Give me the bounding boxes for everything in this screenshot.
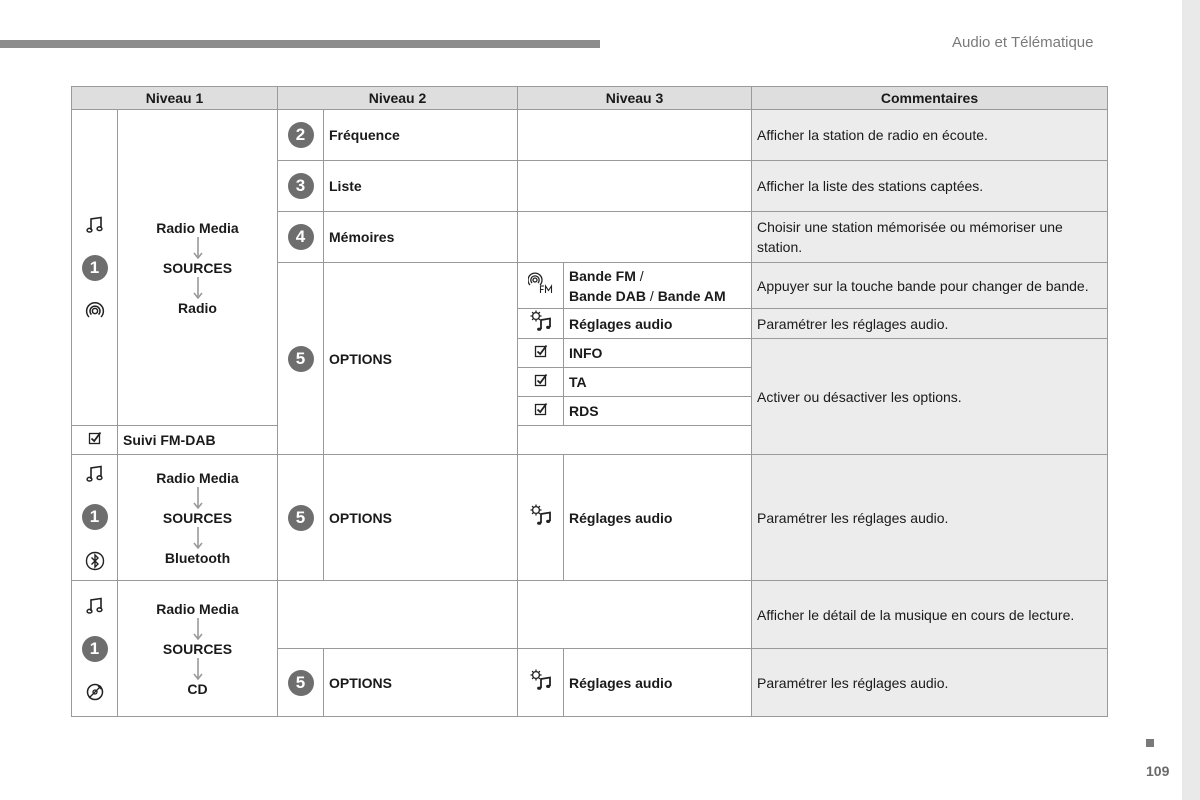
audio-settings-comment: Paramétrer les réglages audio. bbox=[752, 309, 1108, 339]
cd-detail-comment: Afficher le détail de la musique en cours de lecture. bbox=[752, 581, 1108, 649]
band-separator: / bbox=[635, 267, 644, 284]
bt-audio-cell bbox=[518, 455, 564, 581]
band-comment: Appuyer sur la touche bande pour changer de bande. bbox=[752, 263, 1108, 309]
menu-sources: SOURCES bbox=[162, 509, 233, 526]
option-rds: RDS bbox=[564, 397, 752, 426]
arrow-down-icon bbox=[193, 658, 203, 680]
arrow-down-icon bbox=[193, 277, 203, 299]
audio-settings-label: Réglages audio bbox=[564, 309, 752, 339]
options-label: OPTIONS bbox=[324, 263, 518, 455]
arrow-down-icon bbox=[193, 618, 203, 640]
step-badge: 5 bbox=[288, 346, 314, 372]
radio-level1-icons bbox=[72, 110, 118, 426]
checkbox-checked-icon bbox=[534, 344, 548, 358]
menu-table bbox=[71, 86, 1108, 717]
memoires-comment: Choisir une station mémorisée ou mémoriser une station. bbox=[752, 212, 1108, 263]
option-suivi-fm-dab: Suivi FM-DAB bbox=[118, 426, 278, 455]
checkbox-checked-icon bbox=[534, 402, 548, 416]
cd-level1-path bbox=[118, 581, 278, 717]
bluetooth-level1-path bbox=[118, 455, 278, 581]
frequence-comment: Afficher la station de radio en écoute. bbox=[752, 110, 1108, 161]
column-header-niveau-3: Niveau 3 bbox=[518, 87, 752, 110]
band-label bbox=[564, 263, 752, 309]
liste-label: Liste bbox=[324, 161, 518, 212]
header-rule bbox=[0, 40, 600, 48]
cd-options-number bbox=[278, 649, 324, 717]
step-badge: 4 bbox=[288, 224, 314, 250]
frequence-level3-empty bbox=[518, 110, 752, 161]
memoires-label: Mémoires bbox=[324, 212, 518, 263]
audio-settings-icon bbox=[529, 309, 553, 333]
band-am-label: Bande AM bbox=[657, 287, 726, 304]
menu-sources: SOURCES bbox=[162, 259, 233, 276]
checkbox-checked-icon bbox=[534, 373, 548, 387]
frequence-number bbox=[278, 110, 324, 161]
menu-bluetooth: Bluetooth bbox=[164, 549, 231, 566]
bt-options-number bbox=[278, 455, 324, 581]
bt-options-label: OPTIONS bbox=[324, 455, 518, 581]
band-fm-label: Bande FM bbox=[569, 267, 636, 284]
step-badge: 2 bbox=[288, 122, 314, 148]
page-marker bbox=[1146, 739, 1154, 747]
cd-audio-comment: Paramétrer les réglages audio. bbox=[752, 649, 1108, 717]
column-header-niveau-1: Niveau 1 bbox=[72, 87, 278, 110]
cd-level3-empty bbox=[518, 581, 752, 649]
music-note-icon bbox=[85, 596, 105, 616]
cd-icon bbox=[85, 682, 105, 702]
check-cell bbox=[518, 397, 564, 426]
option-ta: TA bbox=[564, 368, 752, 397]
music-note-icon bbox=[85, 464, 105, 484]
step-badge: 5 bbox=[288, 670, 314, 696]
column-header-niveau-2: Niveau 2 bbox=[278, 87, 518, 110]
cd-level2-empty bbox=[278, 581, 518, 649]
fm-band-icon bbox=[528, 271, 554, 295]
menu-sources: SOURCES bbox=[162, 640, 233, 657]
cd-audio-cell bbox=[518, 649, 564, 717]
menu-radio-media: Radio Media bbox=[156, 600, 239, 617]
step-badge: 3 bbox=[288, 173, 314, 199]
arrow-down-icon bbox=[193, 237, 203, 259]
check-cell bbox=[518, 368, 564, 397]
music-note-icon bbox=[85, 215, 105, 235]
radio-level1-path bbox=[118, 110, 278, 426]
liste-number bbox=[278, 161, 324, 212]
arrow-down-icon bbox=[193, 527, 203, 549]
menu-cd: CD bbox=[187, 680, 208, 697]
fm-band-cell bbox=[518, 263, 564, 309]
column-header-commentaires: Commentaires bbox=[752, 87, 1108, 110]
memoires-number bbox=[278, 212, 324, 263]
arrow-down-icon bbox=[193, 487, 203, 509]
page-edge-band bbox=[1182, 0, 1200, 800]
menu-radio-media: Radio Media bbox=[156, 469, 239, 486]
audio-settings-icon bbox=[529, 668, 553, 692]
audio-settings-cell bbox=[518, 309, 564, 339]
audio-settings-icon bbox=[529, 503, 553, 527]
cd-options-label: OPTIONS bbox=[324, 649, 518, 717]
bluetooth-level1-icons bbox=[72, 455, 118, 581]
band-dab-label: Bande DAB bbox=[569, 287, 647, 304]
band-separator: / bbox=[646, 287, 658, 304]
step-badge: 1 bbox=[82, 636, 108, 662]
radio-icon bbox=[85, 301, 105, 321]
options-number bbox=[278, 263, 324, 455]
bt-audio-comment: Paramétrer les réglages audio. bbox=[752, 455, 1108, 581]
menu-radio: Radio bbox=[178, 299, 217, 316]
check-cell bbox=[518, 339, 564, 368]
menu-radio-media: Radio Media bbox=[156, 219, 239, 236]
step-badge: 1 bbox=[82, 255, 108, 281]
liste-level3-empty bbox=[518, 161, 752, 212]
cd-level1-icons bbox=[72, 581, 118, 717]
page-number: 109 bbox=[1146, 763, 1170, 779]
liste-comment: Afficher la liste des stations captées. bbox=[752, 161, 1108, 212]
section-title: Audio et Télématique bbox=[952, 34, 1094, 51]
option-info: INFO bbox=[564, 339, 752, 368]
check-cell bbox=[72, 426, 118, 455]
step-badge: 1 bbox=[82, 504, 108, 530]
memoires-level3-empty bbox=[518, 212, 752, 263]
bluetooth-icon bbox=[84, 550, 106, 572]
cd-audio-label: Réglages audio bbox=[564, 649, 752, 717]
checkbox-checked-icon bbox=[88, 431, 102, 445]
options-toggle-comment: Activer ou désactiver les options. bbox=[752, 339, 1108, 455]
step-badge: 5 bbox=[288, 505, 314, 531]
bt-audio-label: Réglages audio bbox=[564, 455, 752, 581]
frequence-label: Fréquence bbox=[324, 110, 518, 161]
